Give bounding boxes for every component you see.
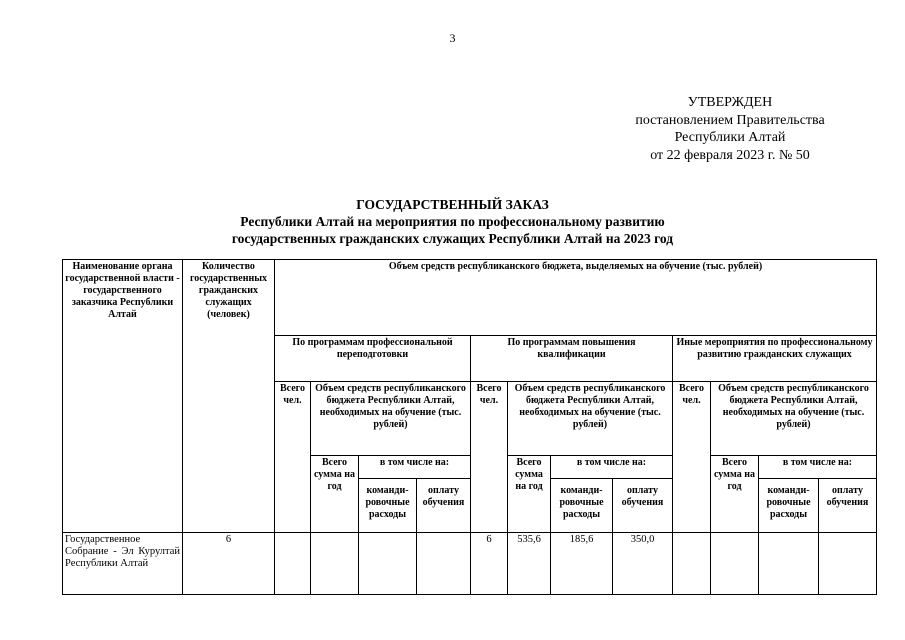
- header-other-travel: команди-ровочные расходы: [759, 479, 819, 533]
- cell-qualification-tuition: 350,0: [613, 533, 673, 595]
- header-retraining-travel: команди-ровочные расходы: [359, 479, 417, 533]
- header-qualification-total: Всего сумма на год: [508, 456, 551, 533]
- header-other-funds: Объем средств республиканского бюджета Республики Алтай, необходимых на обучение (тыс. рублей): [711, 382, 877, 456]
- header-count: Количество государственных гражданских служащих (человек): [183, 260, 275, 336]
- header-org: Наименование органа государственной власти - государственного заказчика Республики Алтай: [63, 260, 183, 533]
- header-group-qualification: По программам повышения квалификации: [471, 336, 673, 382]
- approval-line-1: УТВЕРЖДЕН: [687, 95, 773, 110]
- header-retraining-funds: Объем средств республиканского бюджета Республики Алтай, необходимых на обучение (тыс. рублей): [311, 382, 471, 456]
- approval-line-4: от 22 февраля 2023 г. № 50: [650, 147, 810, 163]
- header-count-spacer: [183, 336, 275, 533]
- cell-retraining-total: [311, 533, 359, 595]
- cell-qualification-people: 6: [471, 533, 508, 595]
- cell-other-people: [673, 533, 711, 595]
- header-other-including: в том числе на:: [759, 456, 877, 479]
- approval-stamp: [600, 94, 860, 164]
- cell-other-total: [711, 533, 759, 595]
- cell-retraining-tuition: [417, 533, 471, 595]
- header-group-retraining: По программам профессиональной переподготовки: [275, 336, 471, 382]
- header-retraining-people: Всего чел.: [275, 382, 311, 533]
- state-order-table: [62, 259, 877, 595]
- cell-other-travel: [759, 533, 819, 595]
- header-budget: Объем средств республиканского бюджета, выделяемых на обучение (тыс. рублей): [275, 260, 877, 336]
- header-retraining-including: в том числе на:: [359, 456, 471, 479]
- header-other-people: Всего чел.: [673, 382, 711, 533]
- approval-line-3: Республики Алтай: [674, 130, 786, 145]
- document-title: [0, 196, 905, 247]
- cell-other-tuition: [819, 533, 877, 595]
- cell-qualification-total: 535,6: [508, 533, 551, 595]
- cell-count: 6: [183, 533, 275, 595]
- header-other-tuition: оплату обучения: [819, 479, 877, 533]
- cell-retraining-people: [275, 533, 311, 595]
- table-row: [63, 533, 877, 595]
- header-qualification-funds: Объем средств республиканского бюджета Республики Алтай, необходимых на обучение (тыс. рублей): [508, 382, 673, 456]
- header-qualification-including: в том числе на:: [551, 456, 673, 479]
- header-retraining-tuition: оплату обучения: [417, 479, 471, 533]
- header-qualification-people: Всего чел.: [471, 382, 508, 533]
- title-line-2: Республики Алтай на мероприятия по профессиональному развитию: [240, 214, 665, 229]
- header-retraining-total: Всего сумма на год: [311, 456, 359, 533]
- cell-qualification-travel: 185,6: [551, 533, 613, 595]
- approval-line-2: постановлением Правительства: [635, 112, 825, 128]
- title-line-3: государственных гражданских служащих Республики Алтай на 2023 год: [231, 231, 674, 246]
- header-group-other: Иные мероприятия по профессиональному развитию гражданских служащих: [673, 336, 877, 382]
- title-line-1: ГОСУДАРСТВЕННЫЙ ЗАКАЗ: [356, 197, 549, 212]
- header-qualification-travel: команди-ровочные расходы: [551, 479, 613, 533]
- header-other-total: Всего сумма на год: [711, 456, 759, 533]
- cell-retraining-travel: [359, 533, 417, 595]
- page-number: 3: [449, 31, 456, 45]
- cell-org: Государственное Собрание - Эл Курултай Республики Алтай: [63, 533, 183, 595]
- header-qualification-tuition: оплату обучения: [613, 479, 673, 533]
